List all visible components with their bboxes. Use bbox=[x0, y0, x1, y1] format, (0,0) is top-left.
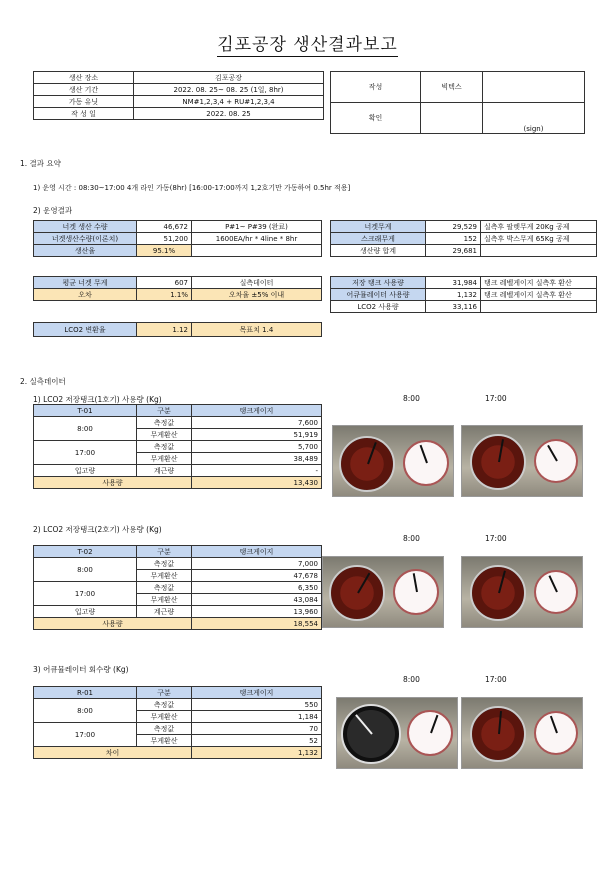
section-heading-2: 2. 실측데이터 bbox=[20, 377, 66, 386]
col-type: 구분 bbox=[137, 687, 192, 699]
tank2-title: 2) LCO2 저장탱크(2호기) 사용량 (Kg) bbox=[33, 525, 162, 534]
usage-value: 18,554 bbox=[192, 618, 322, 630]
info-value: NM#1,2,3,4 + RU#1,2,3,4 bbox=[134, 96, 324, 108]
production-table bbox=[33, 220, 322, 257]
row-value: 43,084 bbox=[192, 594, 322, 606]
operation-time: 1) 운영 시간 : 08:30~17:00 4개 라인 가동(8hr) [16:00-17:00까지 1,2호기만 가동하여 0.5hr 적용] bbox=[33, 184, 351, 192]
level-gauge-icon bbox=[534, 570, 578, 614]
info-value: 2022. 08. 25 bbox=[134, 108, 324, 120]
prod-label: 너겟생산수량(이론치) bbox=[34, 233, 137, 245]
row-kind: 측정값 bbox=[137, 441, 192, 453]
lco2-usage-label: LCO2 사용량 bbox=[331, 301, 426, 313]
results-subheading: 2) 운영결과 bbox=[33, 206, 73, 215]
gauge-photo bbox=[461, 425, 583, 497]
weight-label: 생산량 합계 bbox=[331, 245, 426, 257]
level-gauge-icon bbox=[534, 439, 578, 483]
row-value: 5,700 bbox=[192, 441, 322, 453]
col-id: R-01 bbox=[34, 687, 137, 699]
row-time: 8:00 bbox=[34, 699, 137, 723]
col-id: T-01 bbox=[34, 405, 137, 417]
weight-value: 152 bbox=[426, 233, 481, 245]
tank1-title: 1) LCO2 저장탱크(1호기) 사용량 (Kg) bbox=[33, 395, 162, 404]
row-kind: 측정값 bbox=[137, 699, 192, 711]
intake-label: 입고량 bbox=[34, 465, 137, 477]
level-gauge-icon bbox=[407, 710, 453, 756]
level-gauge-icon bbox=[534, 711, 578, 755]
confirm-cell bbox=[421, 103, 483, 134]
row-value: 7,000 bbox=[192, 558, 322, 570]
photo-time-label: 8:00 bbox=[403, 394, 420, 403]
row-value: 7,600 bbox=[192, 417, 322, 429]
weight-table bbox=[330, 220, 597, 257]
tank-note: 탱크 레벨게이지 실측후 환산 bbox=[481, 277, 597, 289]
row-kind: 측정값 bbox=[137, 558, 192, 570]
usage-label: 사용량 bbox=[34, 477, 192, 489]
row-kind: 무게환산 bbox=[137, 711, 192, 723]
gauge-photo bbox=[332, 425, 454, 497]
row-time: 17:00 bbox=[34, 582, 137, 606]
row-kind: 무게환산 bbox=[137, 429, 192, 441]
row-time: 17:00 bbox=[34, 723, 137, 747]
row-kind: 무게환산 bbox=[137, 735, 192, 747]
author-label: 작성 bbox=[331, 72, 421, 103]
lco2-conv-label: LCO2 변환율 bbox=[34, 323, 137, 337]
weight-value: 29,681 bbox=[426, 245, 481, 257]
pressure-gauge-icon bbox=[341, 704, 401, 764]
level-gauge-icon bbox=[403, 440, 449, 486]
prod-note: 1600EA/hr * 4line * 8hr bbox=[192, 233, 322, 245]
usage-value: 13,430 bbox=[192, 477, 322, 489]
tank2-table bbox=[33, 545, 322, 630]
lco2-conversion-table bbox=[33, 322, 322, 337]
section-heading-1: 1. 결과 요약 bbox=[20, 159, 61, 168]
tank-label: 어큐뮬레이터 사용량 bbox=[331, 289, 426, 301]
prod-label: 너겟 생산 수량 bbox=[34, 221, 137, 233]
pressure-gauge-icon bbox=[470, 706, 526, 762]
info-label: 생산 기간 bbox=[34, 84, 134, 96]
row-kind: 무게환산 bbox=[137, 570, 192, 582]
lco2-conv-value: 1.12 bbox=[137, 323, 192, 337]
weight-label: 너겟무게 bbox=[331, 221, 426, 233]
gauge-photo bbox=[461, 697, 583, 769]
row-value: 550 bbox=[192, 699, 322, 711]
info-value: 김포공장 bbox=[134, 72, 324, 84]
intake-value: - bbox=[192, 465, 322, 477]
pressure-gauge-icon bbox=[470, 565, 526, 621]
intake-value: 13,960 bbox=[192, 606, 322, 618]
photo-time-label: 8:00 bbox=[403, 675, 420, 684]
tank-value: 1,132 bbox=[426, 289, 481, 301]
page-title: 김포공장 생산결과보고 bbox=[217, 35, 398, 55]
tank-usage-table bbox=[330, 276, 597, 313]
weight-note bbox=[481, 245, 597, 257]
gauge-photo bbox=[336, 697, 458, 769]
info-value: 2022. 08. 25~ 08. 25 (1일, 8hr) bbox=[134, 84, 324, 96]
gauge-photo bbox=[461, 556, 583, 628]
tank-note: 탱크 레벨게이지 실측후 환산 bbox=[481, 289, 597, 301]
prod-value: 46,672 bbox=[137, 221, 192, 233]
col-gauge: 탱크게이지 bbox=[192, 405, 322, 417]
info-table bbox=[33, 71, 324, 120]
lco2-usage-value: 33,116 bbox=[426, 301, 481, 313]
error-note: 오차율 ±5% 이내 bbox=[192, 289, 322, 301]
tank1-table bbox=[33, 404, 322, 489]
col-type: 구분 bbox=[137, 546, 192, 558]
row-time: 17:00 bbox=[34, 441, 137, 465]
prod-rate-value: 95.1% bbox=[137, 245, 192, 257]
tank-label: 저장 탱크 사용량 bbox=[331, 277, 426, 289]
row-value: 38,489 bbox=[192, 453, 322, 465]
photo-time-label: 17:00 bbox=[485, 675, 507, 684]
difference-label: 차이 bbox=[34, 747, 192, 759]
error-value: 1.1% bbox=[137, 289, 192, 301]
col-gauge: 탱크게이지 bbox=[192, 687, 322, 699]
row-value: 70 bbox=[192, 723, 322, 735]
info-label: 작 성 일 bbox=[34, 108, 134, 120]
photo-time-label: 8:00 bbox=[403, 534, 420, 543]
approval-table bbox=[330, 71, 585, 134]
accumulator-title: 3) 어큐뮬레이터 회수량 (Kg) bbox=[33, 665, 129, 674]
tank-note bbox=[481, 301, 597, 313]
intake-label: 입고량 bbox=[34, 606, 137, 618]
lco2-conv-target: 목표치 1.4 bbox=[192, 323, 322, 337]
info-label: 생산 장소 bbox=[34, 72, 134, 84]
author-sign-cell bbox=[483, 72, 585, 103]
info-label: 가동 유닛 bbox=[34, 96, 134, 108]
weight-label: 스크래무게 bbox=[331, 233, 426, 245]
nugget-value: 607 bbox=[137, 277, 192, 289]
weigh-label: 계근량 bbox=[137, 606, 192, 618]
nugget-weight-table bbox=[33, 276, 322, 301]
col-gauge: 탱크게이지 bbox=[192, 546, 322, 558]
row-value: 47,678 bbox=[192, 570, 322, 582]
tank-value: 31,984 bbox=[426, 277, 481, 289]
gauge-photo bbox=[322, 556, 444, 628]
weight-note: 실측후 박스무게 65Kg 공제 bbox=[481, 233, 597, 245]
author-name: 빅텍스 bbox=[421, 72, 483, 103]
pressure-gauge-icon bbox=[339, 436, 395, 492]
prod-note: P#1~ P#39 (완료) bbox=[192, 221, 322, 233]
row-kind: 측정값 bbox=[137, 582, 192, 594]
row-time: 8:00 bbox=[34, 417, 137, 441]
row-kind: 측정값 bbox=[137, 417, 192, 429]
difference-value: 1,132 bbox=[192, 747, 322, 759]
row-value: 1,184 bbox=[192, 711, 322, 723]
row-kind: 무게환산 bbox=[137, 453, 192, 465]
prod-note bbox=[192, 245, 322, 257]
accumulator-table bbox=[33, 686, 322, 759]
row-kind: 무게환산 bbox=[137, 594, 192, 606]
nugget-label: 평균 너겟 무게 bbox=[34, 277, 137, 289]
weight-value: 29,529 bbox=[426, 221, 481, 233]
level-gauge-icon bbox=[393, 569, 439, 615]
row-value: 51,919 bbox=[192, 429, 322, 441]
prod-label: 생산율 bbox=[34, 245, 137, 257]
row-value: 52 bbox=[192, 735, 322, 747]
confirm-label: 확인 bbox=[331, 103, 421, 134]
photo-time-label: 17:00 bbox=[485, 534, 507, 543]
pressure-gauge-icon bbox=[329, 565, 385, 621]
col-id: T-02 bbox=[34, 546, 137, 558]
prod-value: 51,200 bbox=[137, 233, 192, 245]
nugget-note: 실측데이터 bbox=[192, 277, 322, 289]
row-time: 8:00 bbox=[34, 558, 137, 582]
pressure-gauge-icon bbox=[470, 434, 526, 490]
photo-time-label: 17:00 bbox=[485, 394, 507, 403]
weight-note: 실측후 팔렛무게 20Kg 공제 bbox=[481, 221, 597, 233]
error-label: 오차 bbox=[34, 289, 137, 301]
sign-placeholder: (sign) bbox=[483, 103, 585, 134]
col-type: 구분 bbox=[137, 405, 192, 417]
weigh-label: 계근량 bbox=[137, 465, 192, 477]
usage-label: 사용량 bbox=[34, 618, 192, 630]
row-value: 6,350 bbox=[192, 582, 322, 594]
row-kind: 측정값 bbox=[137, 723, 192, 735]
